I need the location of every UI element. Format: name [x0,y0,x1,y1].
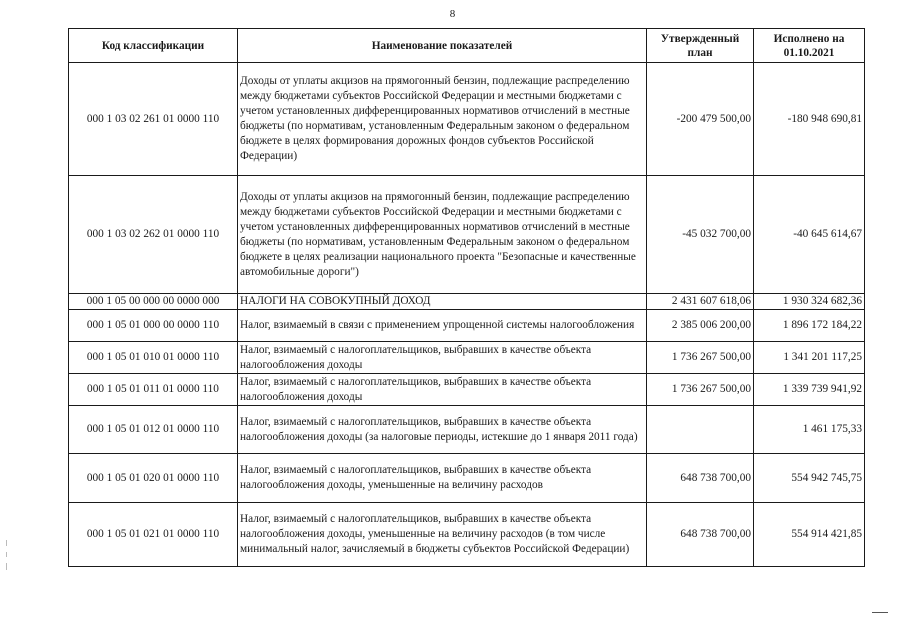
row-plan: 1 736 267 500,00 [647,374,754,406]
table-row [69,454,865,503]
table-row [69,406,865,454]
row-plan [647,406,754,454]
row-name: Налог, взимаемый с налогоплательщиков, выбравших в качестве объекта налогообложения доходы (за налоговые периоды, истекшие до 1 января 2011 года) [238,406,647,454]
table-row [69,342,865,374]
row-executed: 1 461 175,33 [754,406,865,454]
row-code: 000 1 03 02 261 01 0000 110 [69,63,238,176]
row-code: 000 1 05 00 000 00 0000 000 [69,294,238,310]
row-executed: -40 645 614,67 [754,176,865,294]
table-header-row [69,29,865,63]
table-row [69,503,865,567]
row-plan: 648 738 700,00 [647,503,754,567]
row-plan: -200 479 500,00 [647,63,754,176]
row-executed: 1 930 324 682,36 [754,294,865,310]
table-row [69,310,865,342]
row-name: Доходы от уплаты акцизов на прямогонный бензин, подлежащие распределению между бюджетами субъектов Российской Федерации и местными бюджетами с учетом установленных дифференцированных нормативов отчислений в местные бюджеты (по нормативам, установленным Федеральным законом о федеральном бюджете в целях формирования дорожных фондов субъектов Российской Федерации) [238,63,647,176]
row-plan: 2 385 006 200,00 [647,310,754,342]
header-code: Код классификации [69,29,238,63]
header-executed: Исполнено на 01.10.2021 [754,29,865,63]
row-name: Налог, взимаемый с налогоплательщиков, выбравших в качестве объекта налогообложения доходы, уменьшенные на величину расходов (в том числе минимальный налог, зачисляемый в бюджеты субъектов Российской Федерации) [238,503,647,567]
row-plan: -45 032 700,00 [647,176,754,294]
row-executed: -180 948 690,81 [754,63,865,176]
row-plan: 2 431 607 618,06 [647,294,754,310]
table-row [69,176,865,294]
header-plan: Утвержденный план [647,29,754,63]
row-name: Налог, взимаемый с налогоплательщиков, выбравших в качестве объекта налогообложения доходы [238,374,647,406]
row-executed: 554 914 421,85 [754,503,865,567]
table-row [69,294,865,310]
row-code: 000 1 05 01 010 01 0000 110 [69,342,238,374]
row-code: 000 1 05 01 021 01 0000 110 [69,503,238,567]
page-edge-mark [872,612,888,613]
row-name: НАЛОГИ НА СОВОКУПНЫЙ ДОХОД [238,294,647,310]
row-code: 000 1 05 01 011 01 0000 110 [69,374,238,406]
scan-margin-mark [6,540,7,546]
scan-margin-mark [6,552,7,557]
row-code: 000 1 03 02 262 01 0000 110 [69,176,238,294]
row-code: 000 1 05 01 000 00 0000 110 [69,310,238,342]
scan-margin-mark [6,563,7,570]
row-executed: 1 341 201 117,25 [754,342,865,374]
page-number: 8 [449,8,456,20]
row-name: Доходы от уплаты акцизов на прямогонный бензин, подлежащие распределению между бюджетами субъектов Российской Федерации и местными бюджетами с учетом установленных дифференцированных нормативов отчислений в местные бюджеты (по нормативам, установленным Федеральным законом о федеральном бюджете в целях реализации национального проекта "Безопасные и качественные автомобильные дороги") [238,176,647,294]
row-executed: 1 896 172 184,22 [754,310,865,342]
row-executed: 1 339 739 941,92 [754,374,865,406]
row-name: Налог, взимаемый в связи с применением упрощенной системы налогообложения [238,310,647,342]
row-executed: 554 942 745,75 [754,454,865,503]
row-plan: 648 738 700,00 [647,454,754,503]
row-code: 000 1 05 01 012 01 0000 110 [69,406,238,454]
header-name: Наименование показателей [238,29,647,63]
row-name: Налог, взимаемый с налогоплательщиков, выбравших в качестве объекта налогообложения доходы, уменьшенные на величину расходов [238,454,647,503]
row-code: 000 1 05 01 020 01 0000 110 [69,454,238,503]
table-row [69,63,865,176]
row-name: Налог, взимаемый с налогоплательщиков, выбравших в качестве объекта налогообложения доходы [238,342,647,374]
table-row [69,374,865,406]
budget-table [68,28,865,567]
row-plan: 1 736 267 500,00 [647,342,754,374]
